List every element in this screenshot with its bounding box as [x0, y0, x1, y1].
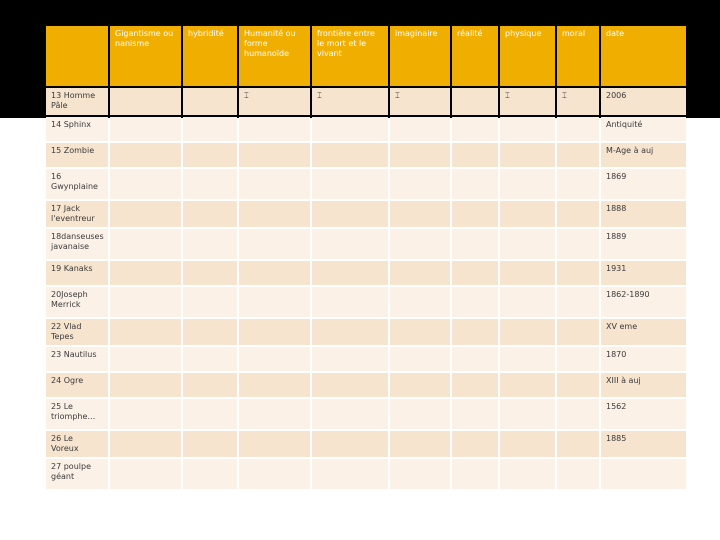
empty-cell	[500, 459, 555, 489]
empty-cell	[390, 373, 450, 397]
date-cell: M-Age à auj	[601, 143, 686, 167]
row-name-cell: 23 Nautilus	[46, 347, 108, 371]
date-cell: Antiquité	[601, 117, 686, 141]
empty-cell	[312, 229, 388, 259]
table-row	[46, 347, 686, 371]
empty-cell	[390, 459, 450, 489]
empty-cell	[500, 143, 555, 167]
empty-cell	[239, 459, 310, 489]
empty-cell	[110, 201, 181, 227]
empty-cell	[312, 169, 388, 199]
date-cell: 1862-1890	[601, 287, 686, 317]
empty-cell	[500, 431, 555, 457]
empty-cell	[110, 287, 181, 317]
date-cell: 1889	[601, 229, 686, 259]
empty-cell	[390, 143, 450, 167]
empty-cell	[312, 459, 388, 489]
empty-cell	[557, 373, 599, 397]
characteristics-table	[44, 24, 688, 491]
empty-cell	[183, 373, 237, 397]
empty-cell	[110, 399, 181, 429]
header-name	[46, 26, 108, 86]
header-frontiere: frontière entre le mort et le vivant	[312, 26, 388, 86]
empty-cell	[452, 201, 498, 227]
empty-cell	[557, 261, 599, 285]
table-row	[46, 399, 686, 429]
table-row	[46, 117, 686, 141]
check-mark-cell: ⌶	[500, 88, 555, 115]
empty-cell	[110, 459, 181, 489]
row-name-cell: 16 Gwynplaine	[46, 169, 108, 199]
empty-cell	[239, 431, 310, 457]
date-cell: XV eme	[601, 319, 686, 345]
empty-cell	[312, 201, 388, 227]
empty-cell	[557, 143, 599, 167]
empty-cell	[312, 373, 388, 397]
empty-cell	[110, 373, 181, 397]
row-name-cell: 18danseuses javanaise	[46, 229, 108, 259]
empty-cell	[312, 399, 388, 429]
row-name-cell: 15 Zombie	[46, 143, 108, 167]
empty-cell	[110, 88, 181, 115]
empty-cell	[183, 143, 237, 167]
row-name-cell: 19 Kanaks	[46, 261, 108, 285]
empty-cell	[183, 287, 237, 317]
empty-cell	[312, 143, 388, 167]
date-cell: 1931	[601, 261, 686, 285]
date-cell: 1885	[601, 431, 686, 457]
date-cell: 1870	[601, 347, 686, 371]
empty-cell	[557, 319, 599, 345]
empty-cell	[452, 319, 498, 345]
empty-cell	[239, 261, 310, 285]
empty-cell	[312, 261, 388, 285]
empty-cell	[500, 117, 555, 141]
row-name-cell: 25 Le triomphe…	[46, 399, 108, 429]
empty-cell	[500, 319, 555, 345]
empty-cell	[183, 169, 237, 199]
empty-cell	[452, 459, 498, 489]
empty-cell	[557, 117, 599, 141]
empty-cell	[183, 431, 237, 457]
empty-cell	[390, 169, 450, 199]
empty-cell	[390, 319, 450, 345]
empty-cell	[239, 373, 310, 397]
empty-cell	[500, 201, 555, 227]
empty-cell	[110, 347, 181, 371]
empty-cell	[452, 347, 498, 371]
empty-cell	[183, 88, 237, 115]
row-name-cell: 22 Vlad Tepes	[46, 319, 108, 345]
empty-cell	[183, 117, 237, 141]
table-row	[46, 143, 686, 167]
empty-cell	[452, 431, 498, 457]
table-row	[46, 319, 686, 345]
table-row	[46, 431, 686, 457]
empty-cell	[557, 399, 599, 429]
empty-cell	[110, 229, 181, 259]
empty-cell	[500, 399, 555, 429]
date-cell: 1869	[601, 169, 686, 199]
empty-cell	[390, 261, 450, 285]
empty-cell	[500, 373, 555, 397]
empty-cell	[452, 117, 498, 141]
empty-cell	[110, 169, 181, 199]
empty-cell	[183, 319, 237, 345]
empty-cell	[557, 229, 599, 259]
date-cell: 1562	[601, 399, 686, 429]
empty-cell	[557, 287, 599, 317]
empty-cell	[557, 459, 599, 489]
empty-cell	[183, 261, 237, 285]
empty-cell	[452, 399, 498, 429]
check-mark-cell: ⌶	[390, 88, 450, 115]
table-row	[46, 201, 686, 227]
empty-cell	[239, 347, 310, 371]
empty-cell	[557, 431, 599, 457]
header-realite: réalité	[452, 26, 498, 86]
empty-cell	[239, 399, 310, 429]
empty-cell	[239, 287, 310, 317]
table-row	[46, 169, 686, 199]
empty-cell	[452, 261, 498, 285]
table-row	[46, 261, 686, 285]
empty-cell	[239, 201, 310, 227]
row-name-cell: 27 poulpe géant	[46, 459, 108, 489]
header-moral: moral	[557, 26, 599, 86]
row-name-cell: 13 Homme Pâle	[46, 88, 108, 115]
empty-cell	[557, 169, 599, 199]
empty-cell	[452, 169, 498, 199]
row-name-cell: 24 Ogre	[46, 373, 108, 397]
table-row	[46, 88, 686, 115]
empty-cell	[390, 431, 450, 457]
empty-cell	[452, 373, 498, 397]
header-hybridite: hybridité	[183, 26, 237, 86]
empty-cell	[183, 459, 237, 489]
date-cell: 2006	[601, 88, 686, 115]
row-name-cell: 17 Jack l'eventreur	[46, 201, 108, 227]
header-imaginaire: imaginaire	[390, 26, 450, 86]
table-row	[46, 459, 686, 489]
empty-cell	[110, 319, 181, 345]
empty-cell	[500, 261, 555, 285]
empty-cell	[390, 229, 450, 259]
table-header-row	[46, 26, 686, 86]
empty-cell	[183, 229, 237, 259]
empty-cell	[312, 347, 388, 371]
empty-cell	[500, 287, 555, 317]
empty-cell	[390, 399, 450, 429]
date-cell: 1888	[601, 201, 686, 227]
row-name-cell: 20Joseph Merrick	[46, 287, 108, 317]
check-mark-cell: ⌶	[239, 88, 310, 115]
row-name-cell: 26 Le Voreux	[46, 431, 108, 457]
empty-cell	[390, 287, 450, 317]
empty-cell	[557, 347, 599, 371]
empty-cell	[110, 261, 181, 285]
empty-cell	[239, 143, 310, 167]
empty-cell	[239, 319, 310, 345]
empty-cell	[390, 117, 450, 141]
empty-cell	[239, 117, 310, 141]
header-humanite: Humanité ou forme humanoïde	[239, 26, 310, 86]
empty-cell	[239, 169, 310, 199]
empty-cell	[452, 143, 498, 167]
empty-cell	[183, 201, 237, 227]
empty-cell	[452, 88, 498, 115]
check-mark-cell: ⌶	[312, 88, 388, 115]
empty-cell	[312, 431, 388, 457]
empty-cell	[452, 287, 498, 317]
date-cell	[601, 459, 686, 489]
header-physique: physique	[500, 26, 555, 86]
empty-cell	[110, 431, 181, 457]
table-row	[46, 287, 686, 317]
empty-cell	[500, 169, 555, 199]
empty-cell	[183, 399, 237, 429]
empty-cell	[312, 287, 388, 317]
empty-cell	[557, 201, 599, 227]
empty-cell	[312, 117, 388, 141]
empty-cell	[500, 229, 555, 259]
empty-cell	[500, 347, 555, 371]
check-mark-cell: ⌶	[557, 88, 599, 115]
empty-cell	[239, 229, 310, 259]
empty-cell	[390, 347, 450, 371]
date-cell: XIII à auj	[601, 373, 686, 397]
table-row	[46, 229, 686, 259]
empty-cell	[452, 229, 498, 259]
header-gigantisme: Gigantisme ou nanisme	[110, 26, 181, 86]
empty-cell	[110, 117, 181, 141]
empty-cell	[390, 201, 450, 227]
empty-cell	[183, 347, 237, 371]
empty-cell	[312, 319, 388, 345]
header-date: date	[601, 26, 686, 86]
row-name-cell: 14 Sphinx	[46, 117, 108, 141]
empty-cell	[110, 143, 181, 167]
table-row	[46, 373, 686, 397]
